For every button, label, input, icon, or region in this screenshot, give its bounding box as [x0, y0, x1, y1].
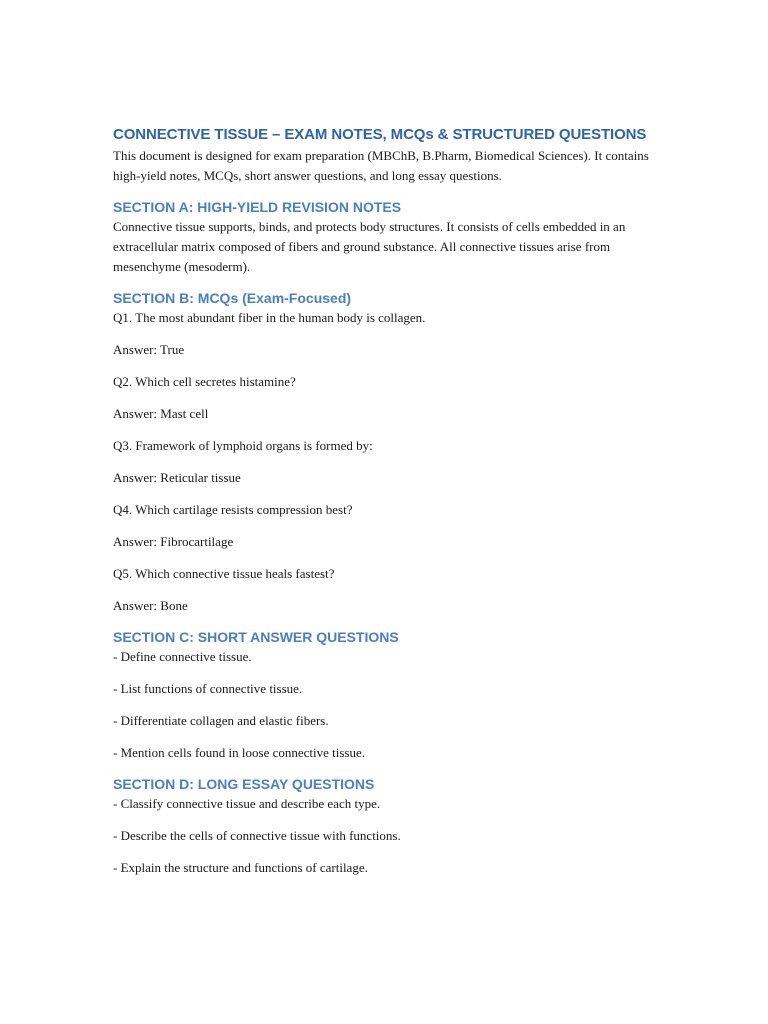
section-a-text: Connective tissue supports, binds, and protects body structures. It consists of cells embedded in an extracellular matrix composed of fibers and ground substance. All connective tissues arise from mesenchyme (mesoderm). [113, 219, 626, 274]
document-page [113, 124, 673, 878]
short-answer-item: - List functions of connective tissue. [113, 681, 303, 696]
mcq-list [113, 308, 673, 616]
mcq-line: Answer: True [113, 342, 185, 357]
mcq-line: Q5. Which connective tissue heals fastest? [113, 566, 335, 581]
short-answer-list [113, 647, 673, 763]
long-essay-item: - Describe the cells of connective tissue with functions. [113, 828, 401, 843]
mcq-line: Answer: Reticular tissue [113, 470, 241, 485]
mcq-line: Answer: Bone [113, 598, 188, 613]
mcq-line: Q4. Which cartilage resists compression best? [113, 502, 353, 517]
short-answer-item: - Mention cells found in loose connective tissue. [113, 745, 366, 760]
mcq-line: Answer: Mast cell [113, 406, 209, 421]
long-essay-item: - Classify connective tissue and describe each type. [113, 796, 381, 811]
mcq-line: Q1. The most abundant fiber in the human body is collagen. [113, 310, 426, 325]
mcq-line: Q2. Which cell secretes histamine? [113, 374, 296, 389]
section-b-heading: SECTION B: MCQs (Exam-Focused) [113, 290, 352, 306]
short-answer-item: - Differentiate collagen and elastic fibers. [113, 713, 329, 728]
long-essay-list [113, 794, 673, 878]
long-essay-item: - Explain the structure and functions of cartilage. [113, 860, 368, 875]
section-a-heading: SECTION A: HIGH-YIELD REVISION NOTES [113, 199, 402, 215]
document-title: CONNECTIVE TISSUE – EXAM NOTES, MCQs & STRUCTURED QUESTIONS [113, 126, 647, 143]
section-d-heading: SECTION D: LONG ESSAY QUESTIONS [113, 776, 375, 792]
section-c-heading: SECTION C: SHORT ANSWER QUESTIONS [113, 629, 399, 645]
mcq-line: Q3. Framework of lymphoid organs is formed by: [113, 438, 373, 453]
intro-paragraph: This document is designed for exam preparation (MBChB, B.Pharm, Biomedical Sciences). It contains high-yield notes, MCQs, short answer questions, and long essay questions. [113, 148, 649, 183]
mcq-line: Answer: Fibrocartilage [113, 534, 234, 549]
short-answer-item: - Define connective tissue. [113, 649, 252, 664]
